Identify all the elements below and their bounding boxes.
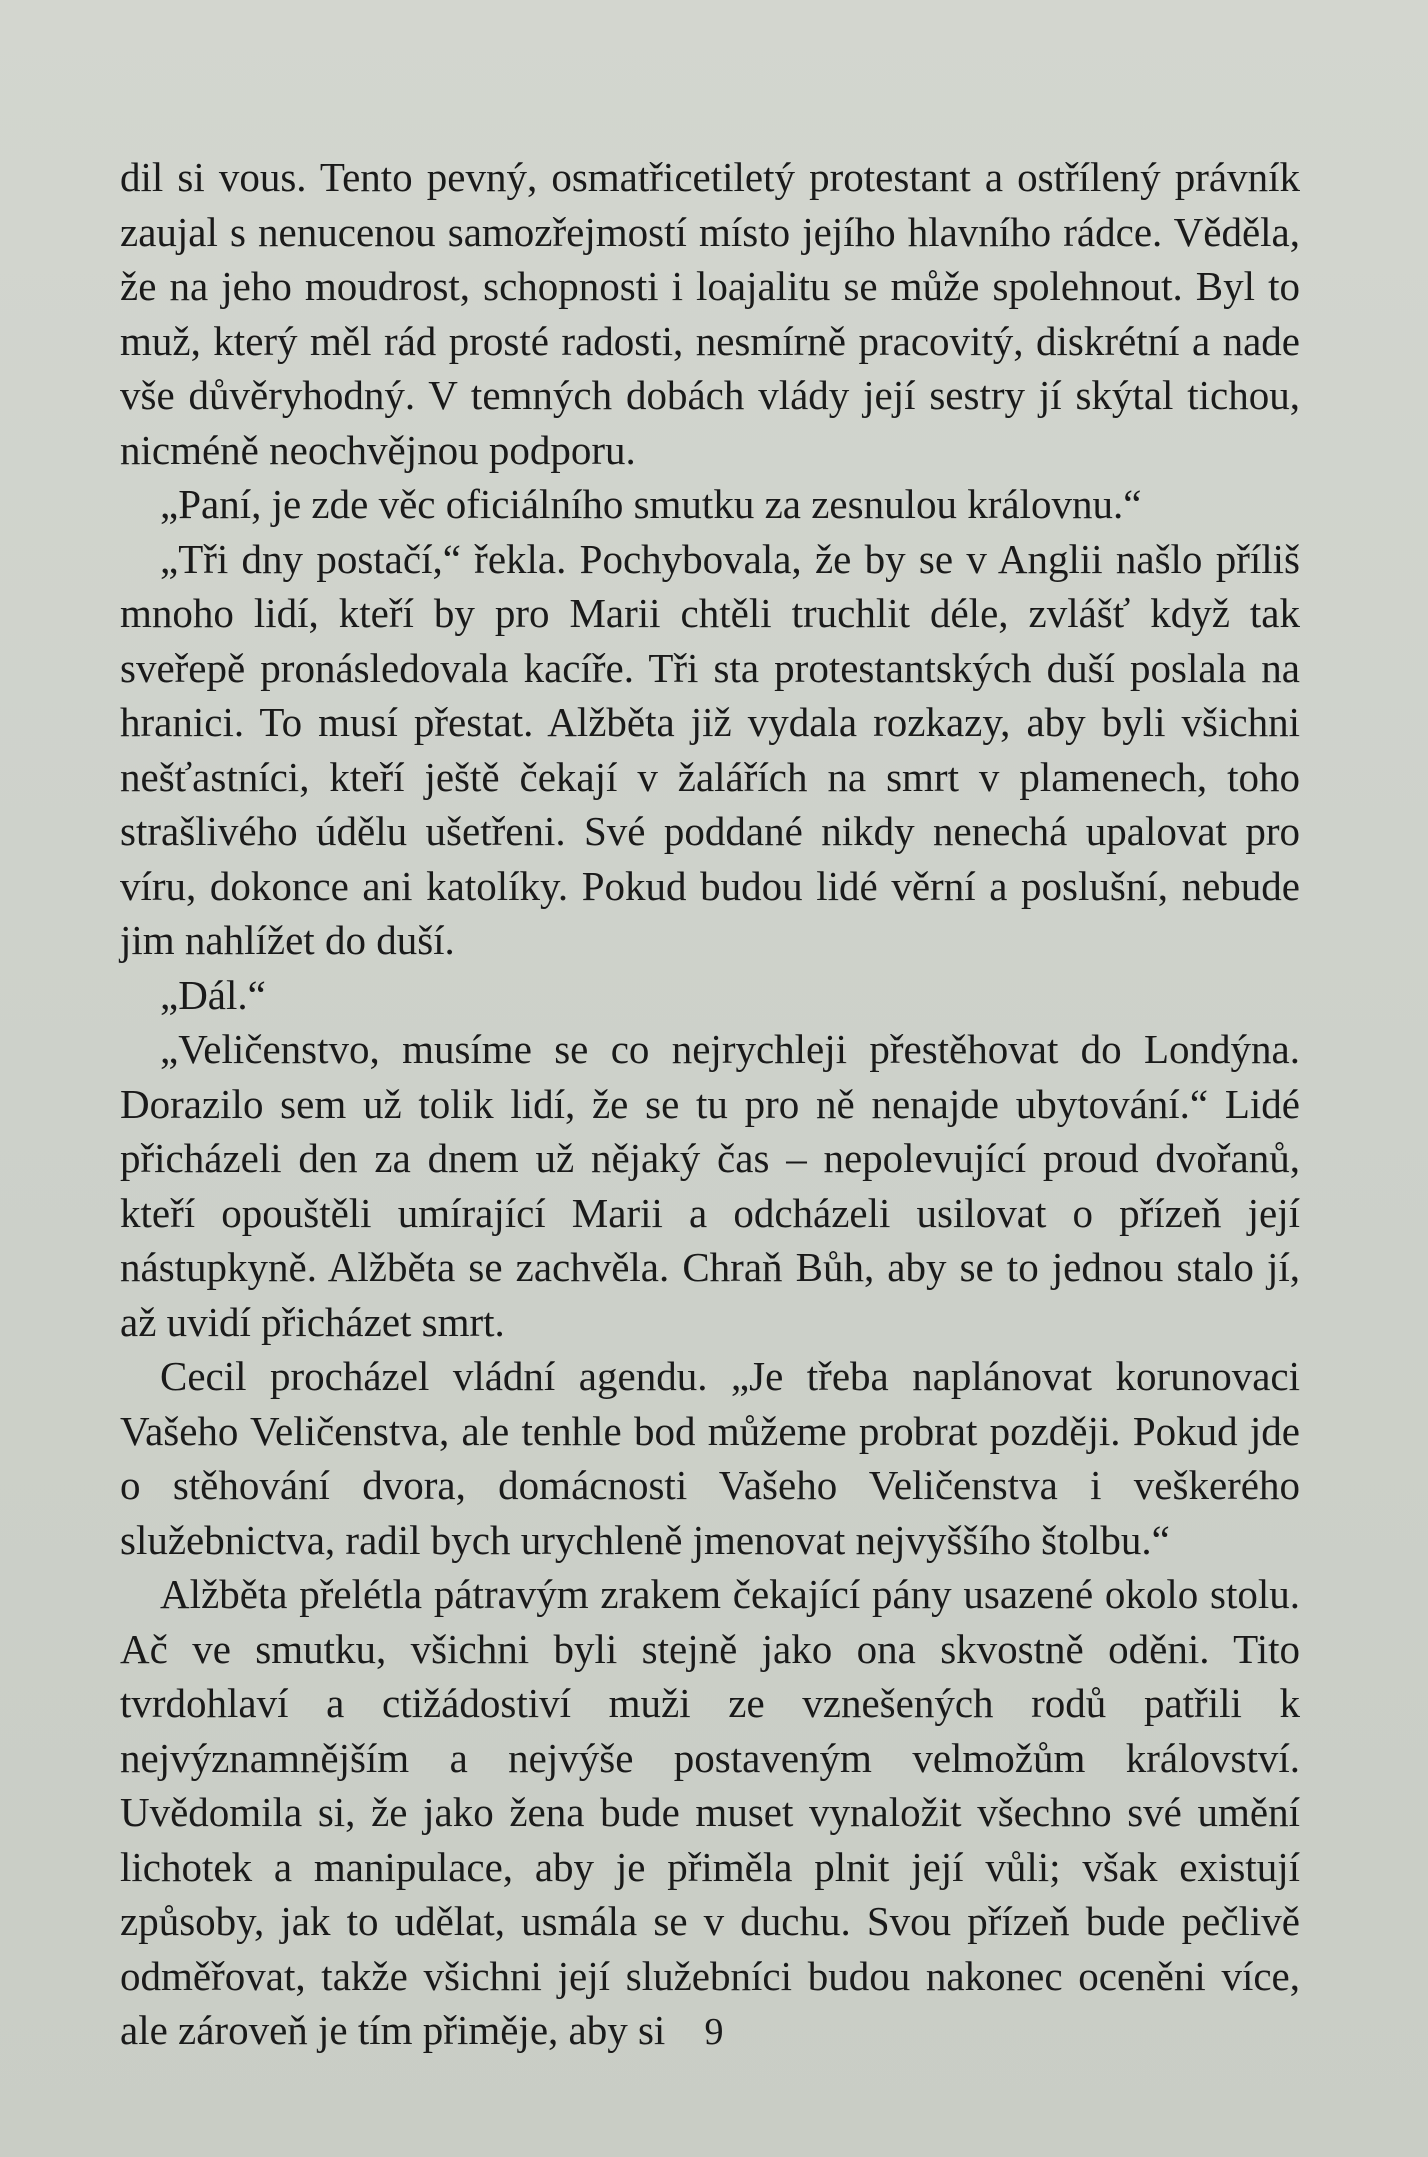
paragraph-4: „Dál.“	[160, 971, 266, 1018]
paragraph-6: Cecil procházel vládní agendu. „Je třeba naplánovat korunovaci Vašeho Veličenstva, ale tenhle bod můžeme probrat později. Pokud jde o stěhování dvora, domácnosti Vašeho Veličenstva i veškerého služebnictva, radil bych urychleně jmenovat nejvyššího štolbu.“	[120, 1353, 1300, 1563]
paragraph-1: dil si vous. Tento pevný, osmatřicetiletý protestant a ostřílený právník zaujal s nenucenou samozřejmostí místo jejího hlavního rádce. Věděla, že na jeho moudrost, schopnosti i loajalitu se může spolehnout. Byl to muž, který měl rád prosté radosti, nesmírně pracovitý, diskrétní a nade vše důvěryhodný. V temných dobách vlády její sestry jí skýtal tichou, nicméně neochvějnou podporu.	[120, 154, 1300, 473]
page-number: 9	[704, 2011, 724, 2053]
paragraph-2: „Paní, je zde věc oficiálního smutku za zesnulou královnu.“	[160, 481, 1142, 527]
paragraph-3: „Tři dny postačí,“ řekla. Pochybovala, že by se v Anglii našlo příliš mnoho lidí, kteří by pro Marii chtěli truchlit déle, zvlášť když tak sveřepě pronásledovala kacíře. Tři sta protestantských duší poslala na hranici. To musí přestat. Alžběta již vydala rozkazy, aby byli všichni nešťastníci, kteří ještě čekají v žalářích na smrt v plamenech, toho strašlivého údělu ušetřeni. Své poddané nikdy nenechá upalovat pro víru, dokonce ani katolíky. Pokud budou lidé věrní a poslušní, nebude jim nahlížet do duší.	[120, 535, 1300, 963]
paragraph-5: „Veličenstvo, musíme se co nejrychleji přestěhovat do Londýna. Dorazilo sem už tolik lidí, že se tu pro ně nenajde ubytování.“ Lidé přicházeli den za dnem už nějaký čas – nepolevující proud dvořanů, kteří opouštěli umírající Marii a odcházeli usilovat o přízeň její nástupkyně. Alžběta se zachvěla. Chraň Bůh, aby se to jednou stalo jí, až uvidí přicházet smrt.	[120, 1026, 1300, 1345]
paragraph-7: Alžběta přelétla pátravým zrakem čekající pány usazené okolo stolu. Ač ve smutku, všichni byli stejně jako ona skvostně oděni. Tito tvrdohlaví a ctižádostiví muži ze vznešených rodů patřili k nejvýznamnějším a nejvýše postaveným velmožům království. Uvědomila si, že jako žena bude muset vynaložit všechno své umění lichotek a manipulace, aby je přiměla plnit její vůli; však existují způsoby, jak to udělat, usmála se v duchu. Svou přízeň bude pečlivě odměřovat, takže všichni její služebníci budou nakonec oceněni více, ale zároveň je tím přiměje, aby si	[120, 1571, 1300, 2053]
body-text	[120, 150, 1300, 2058]
